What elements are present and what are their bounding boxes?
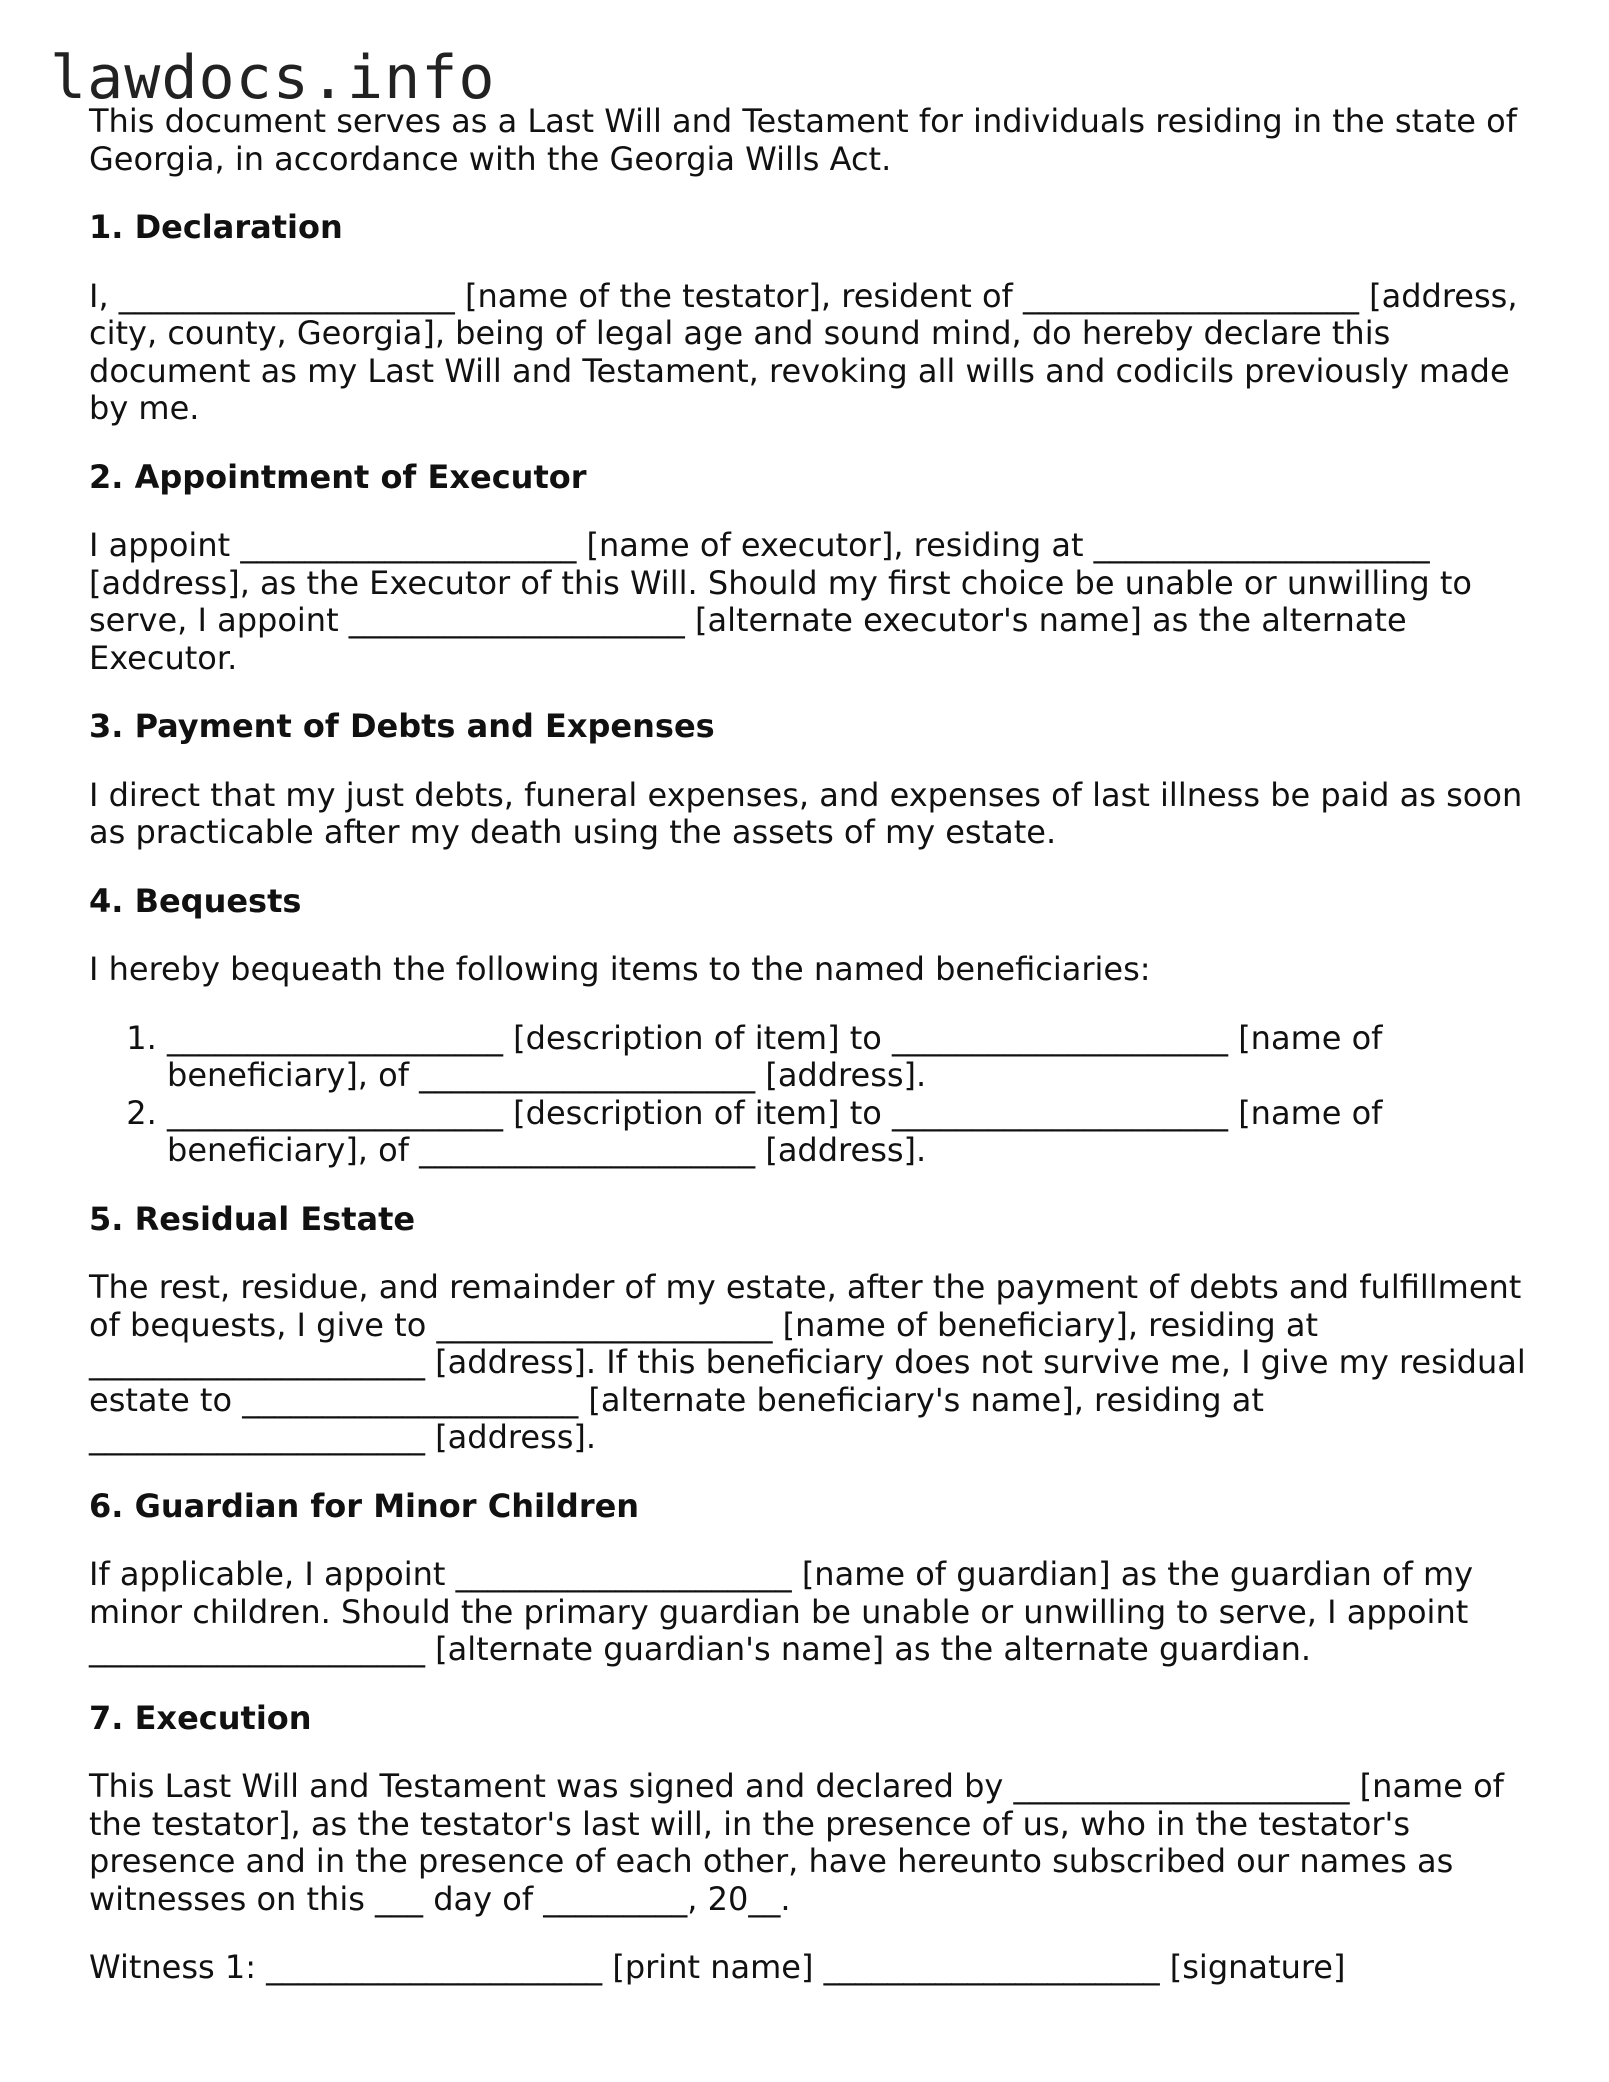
residual-paragraph: The rest, residue, and remainder of my estate, after the payment of debts and fulfillment of bequests, I give to _____________________ [name of beneficiary], residing at _____________________ [address]. If this beneficiary does not survive me, I give my residual estate to _____________________ [alternate beneficiary's name], residing at _____________________ [address]. — [89, 1268, 1526, 1456]
bequest-item: 1. _____________________ [description of item] to _____________________ [name of beneficiary], of _____________________ [address]. — [167, 1020, 1529, 1095]
bequest-item: 2. _____________________ [description of item] to _____________________ [name of beneficiary], of _____________________ [address]. — [167, 1095, 1529, 1170]
intro-paragraph: This document serves as a Last Will and Testament for individuals residing in the state of Georgia, in accordance with the Georgia Wills Act. — [89, 102, 1517, 178]
site-watermark: lawdocs.info — [50, 43, 496, 113]
executor-heading: 2. Appointment of Executor — [89, 457, 587, 496]
executor-paragraph: I appoint _____________________ [name of executor], residing at _____________________ [address], as the Executor of this Will. Should my first choice be unable or unwilling to serve, I appoint _____________________ [alternate executor's name] as the alternate Executor. — [89, 526, 1472, 677]
bequests-paragraph: I hereby bequeath the following items to the named beneficiaries: — [89, 950, 1151, 988]
debts-heading: 3. Payment of Debts and Expenses — [89, 707, 715, 745]
execution-paragraph: This Last Will and Testament was signed and declared by _____________________ [name of the testator], as the testator's last will, in the presence of us, who in the testator's presence and in the presence of each other, have hereunto subscribed our names as witnesses on this ___ day of _________, 20__. — [89, 1767, 1504, 1918]
bequests-heading: 4. Bequests — [89, 881, 302, 920]
debts-paragraph: I direct that my just debts, funeral expenses, and expenses of last illness be paid as soon as practicable after my death using the assets of my estate. — [89, 775, 1523, 851]
declaration-paragraph: I, _____________________ [name of the testator], resident of _____________________ [address, city, county, Georgia], being of legal age and sound mind, do hereby declare this document as my Last Will and Testament, revoking all wills and codicils previously made by me. — [89, 276, 1518, 427]
residual-heading: 5. Residual Estate — [89, 1199, 416, 1238]
execution-heading: 7. Execution — [89, 1698, 312, 1737]
will-document — [89, 103, 1529, 2018]
witness-1-line: Witness 1: _____________________ [print name] _____________________ [signature] — [89, 1948, 1346, 1986]
declaration-heading: 1. Declaration — [89, 208, 343, 246]
bequests-list — [89, 1020, 1529, 1170]
guardian-heading: 6. Guardian for Minor Children — [89, 1486, 640, 1525]
guardian-paragraph: If applicable, I appoint _____________________ [name of guardian] as the guardian of my minor children. Should the primary guardian be unable or unwilling to serve, I appoint _____________________ [alternate guardian's name] as the alternate guardian. — [89, 1555, 1474, 1668]
